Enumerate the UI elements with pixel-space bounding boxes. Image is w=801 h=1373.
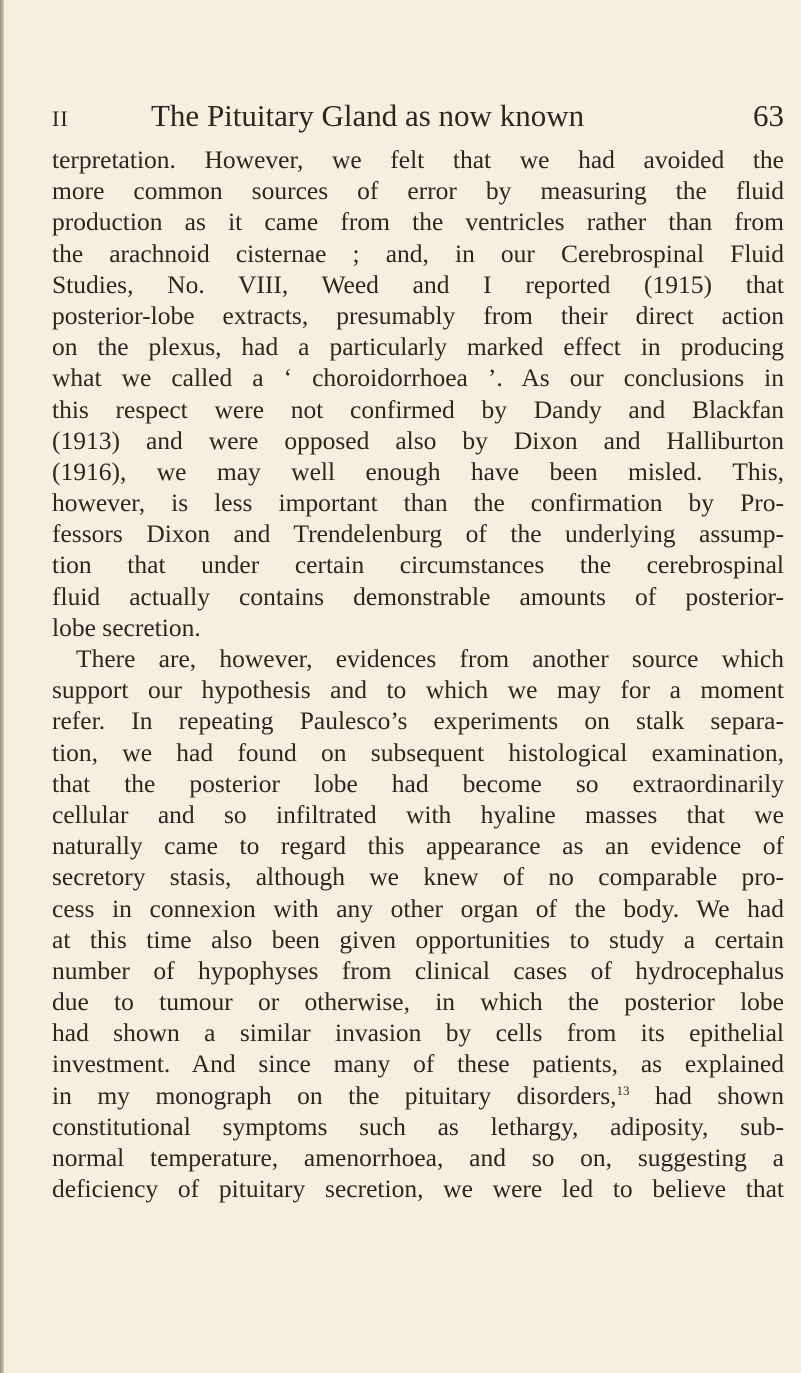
text-line: (1916), we may well enough have been misled. This, — [52, 456, 784, 486]
text-line: tion, we had found on subsequent histological examination, — [52, 737, 784, 767]
text-line: lobe secretion. — [52, 612, 201, 642]
text-line: investment. And since many of these patients, as explained — [52, 1049, 784, 1079]
text-line: had shown a similar invasion by cells from its epithelial — [52, 1018, 784, 1048]
text-line: production as it came from the ventricles rather than from — [52, 207, 784, 237]
text-line: deficiency of pituitary secretion, we were led to believe that — [52, 1174, 784, 1204]
page-number: 63 — [753, 98, 784, 133]
body-text — [52, 144, 784, 1204]
text-line: that the posterior lobe had become so extraordinarily — [52, 768, 784, 798]
text-line: tion that under certain circumstances the cerebrospinal — [52, 550, 784, 580]
running-head-title: The Pituitary Gland as now known — [151, 98, 585, 133]
text-line: terpretation. However, we felt that we had avoided the — [52, 145, 784, 174]
text-segment: had shown — [629, 1080, 784, 1110]
footnote-reference[interactable]: 13 — [616, 1082, 630, 1098]
text-line: cellular and so infiltrated with hyaline masses that we — [52, 799, 784, 829]
page-edge — [0, 0, 4, 1373]
text-line-with-footnote — [52, 1080, 784, 1111]
text-line: number of hypophyses from clinical cases of hydrocephalus — [52, 955, 784, 985]
text-line: support our hypothesis and to which we may for a moment — [52, 675, 784, 705]
text-line: this respect were not confirmed by Dandy and Blackfan — [52, 394, 784, 424]
paragraph-1 — [52, 144, 784, 643]
text-line: naturally came to regard this appearance as an evidence of — [52, 831, 784, 861]
text-line: refer. In repeating Paulesco’s experiments on stalk separa- — [52, 706, 784, 736]
text-line: what we called a ‘ choroidorrhoea ’. As our conclusions in — [52, 363, 784, 393]
text-line: at this time also been given opportunities to study a certain — [52, 924, 784, 954]
paragraph-2 — [52, 643, 784, 1204]
text-line: normal temperature, amenorrhoea, and so on, suggesting a — [52, 1143, 784, 1172]
text-line: Studies, No. VIII, Weed and I reported (1915) that — [52, 269, 784, 299]
text-line: fessors Dixon and Trendelenburg of the underlying assump- — [52, 519, 784, 549]
text-line: There are, however, evidences from another source which — [76, 644, 784, 673]
text-line: on the plexus, had a particularly marked effect in producing — [52, 332, 784, 362]
running-head — [52, 98, 784, 138]
text-segment: in my monograph on the pituitary disorders, — [52, 1080, 617, 1110]
chapter-number: II — [52, 106, 69, 131]
text-line: cess in connexion with any other organ of the body. We had — [52, 893, 784, 923]
text-line: the arachnoid cisternae ; and, in our Cerebrospinal Fluid — [52, 238, 784, 268]
text-line: constitutional symptoms such as lethargy, adiposity, sub- — [52, 1111, 784, 1141]
text-line: more common sources of error by measuring the fluid — [52, 176, 784, 206]
text-line: posterior-lobe extracts, presumably from their direct action — [52, 300, 784, 330]
text-line: secretory stasis, although we knew of no comparable pro- — [52, 862, 784, 892]
text-line: however, is less important than the confirmation by Pro- — [52, 488, 784, 518]
text-line: due to tumour or otherwise, in which the posterior lobe — [52, 987, 784, 1017]
text-line: fluid actually contains demonstrable amounts of posterior- — [52, 581, 784, 611]
text-line: (1913) and were opposed also by Dixon and Halliburton — [52, 425, 784, 455]
